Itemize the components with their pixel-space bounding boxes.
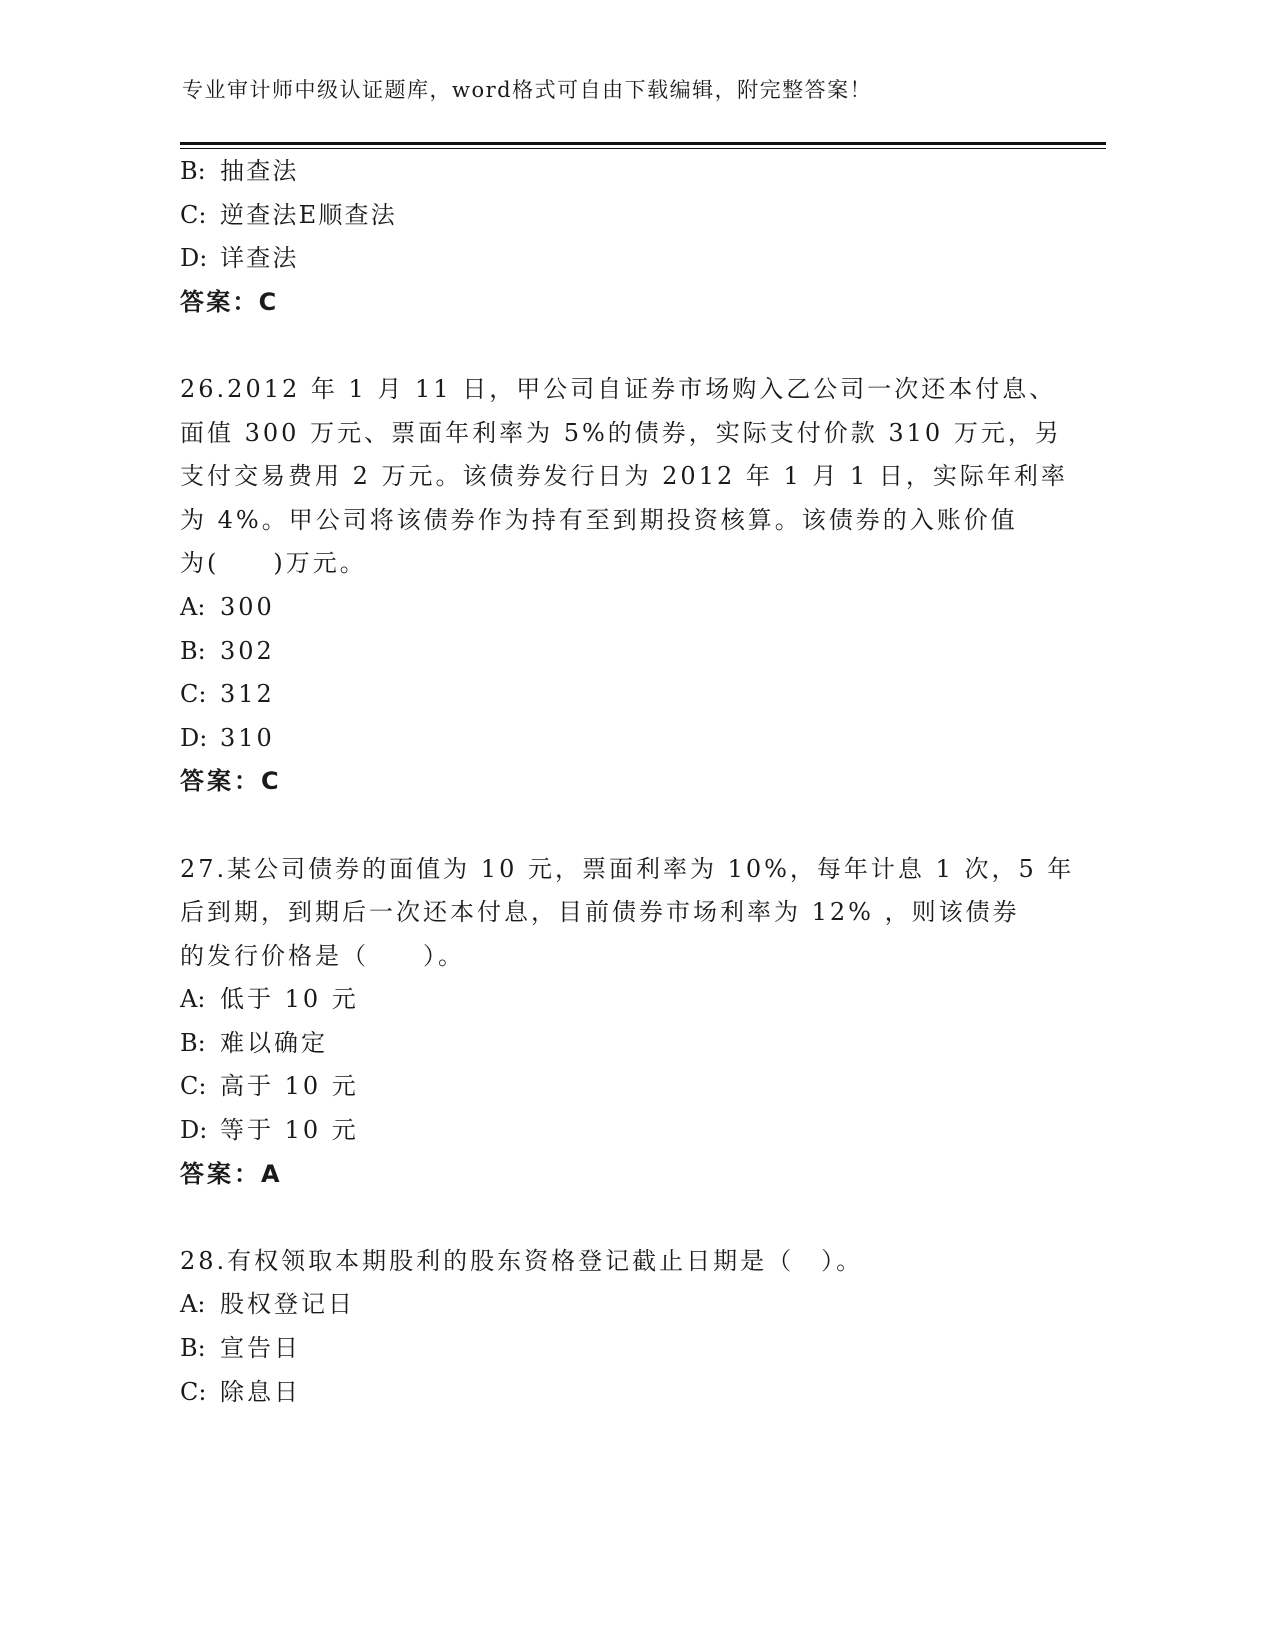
question-text-line: 面值 300 万元、票面年利率为 5%的债券，实际支付价款 310 万元，另 [180,418,1062,447]
question-27 [180,848,1075,1197]
document-body [180,150,1075,1414]
option-key: D: [180,244,208,273]
question-26 [180,368,1068,804]
option-text: 宣告日 [220,1334,301,1363]
option-text: 详查法 [220,244,299,273]
option-key: C: [180,200,207,229]
question-25-continued [180,150,1040,324]
option-a [180,1283,1040,1327]
option-text: 逆查法E顺查法 [220,200,397,229]
option-key: C: [180,1072,207,1101]
option-key: A: [180,592,206,621]
header-divider [180,142,1106,145]
option-d [180,717,1040,761]
option-d [180,237,1040,281]
question-text-line: 支付交易费用 2 万元。该债券发行日为 2012 年 1 月 1 日，实际年利率 [180,462,1068,491]
option-text: 300 [220,592,275,621]
option-text: 高于 10 元 [220,1072,359,1101]
option-a [180,978,1040,1022]
option-key: B: [180,1334,206,1363]
question-text-line: 27.某公司债券的面值为 10 元，票面利率为 10%，每年计息 1 次，5 年 [180,854,1075,883]
question-text-line: 28.有权领取本期股利的股东资格登记截止日期是（ ）。 [180,1246,864,1275]
option-text: 302 [220,636,275,665]
option-key: D: [180,723,208,752]
option-d [180,1109,1040,1153]
option-key: A: [180,985,206,1014]
option-c [180,673,1040,717]
option-c [180,1065,1040,1109]
question-text-line: 后到期，到期后一次还本付息，目前债券市场利率为 12% ，则该债券 [180,898,1020,927]
question-28 [180,1240,1040,1414]
option-key: B: [180,636,206,665]
option-text: 低于 10 元 [220,985,359,1014]
question-text-line: 为 4%。甲公司将该债券作为持有至到期投资核算。该债券的入账价值 [180,505,1018,534]
question-text-line: 26.2012 年 1 月 11 日，甲公司自证券市场购入乙公司一次还本付息、 [180,374,1057,403]
option-b [180,150,1040,194]
option-text: 抽查法 [220,157,299,185]
option-b [180,1022,1040,1066]
option-a [180,586,1040,630]
question-text-line: 的发行价格是（ ）。 [180,941,465,970]
option-c [180,1371,1040,1415]
answer-line: 答案：A [180,1159,283,1188]
option-key: C: [180,1377,207,1406]
answer-line: 答案：C [180,767,282,796]
question-text-line: 为( )万元。 [180,549,367,578]
option-b [180,1327,1040,1371]
option-text: 312 [220,680,275,709]
option-key: A: [180,1290,206,1319]
option-c [180,194,1040,238]
option-key: B: [180,1028,206,1057]
option-key: B: [180,157,206,185]
option-text: 除息日 [220,1377,301,1406]
answer-line: 答案：C [180,287,279,316]
option-b [180,630,1040,674]
option-text: 股权登记日 [220,1290,355,1319]
option-text: 310 [220,723,275,752]
option-key: C: [180,680,207,709]
option-key: D: [180,1116,208,1145]
page-header: 专业审计师中级认证题库，word格式可自由下载编辑，附完整答案！ [182,78,873,102]
option-text: 等于 10 元 [220,1116,359,1145]
option-text: 难以确定 [220,1028,328,1057]
header-divider-thin [180,148,1106,149]
